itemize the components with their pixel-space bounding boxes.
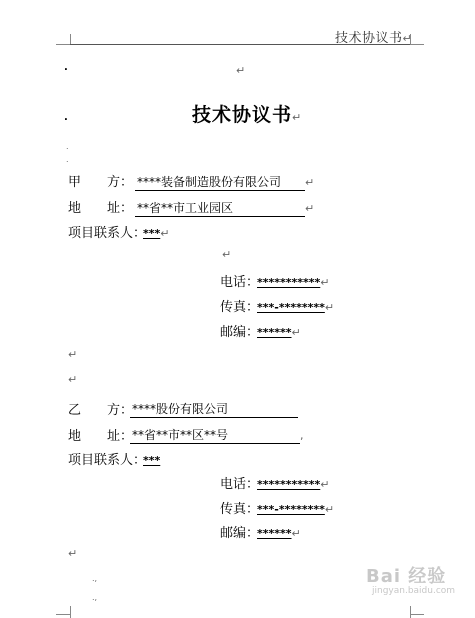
party-b-postcode: ******↵ bbox=[257, 527, 301, 540]
party-a-address-label: 地 址： bbox=[68, 201, 134, 216]
paragraph-mark: ↵ bbox=[222, 248, 232, 261]
party-b-fax: ***-********↵ bbox=[257, 503, 335, 516]
header-text: 技术协议书↵ bbox=[335, 31, 413, 46]
party-a-name: ****装备制造股份有限公司 ↵ bbox=[137, 175, 315, 189]
paragraph-mark: ., bbox=[92, 574, 98, 583]
paragraph-mark: ., bbox=[92, 593, 98, 602]
bullet-mark: . bbox=[64, 112, 68, 123]
party-a-postcode-label: 邮编： bbox=[220, 325, 260, 340]
party-b-phone: ***********↵ bbox=[257, 478, 330, 491]
party-a-contact: ***↵ bbox=[143, 227, 170, 240]
party-b-contact: *** bbox=[143, 454, 161, 467]
crop-mark bbox=[56, 44, 70, 45]
crop-mark bbox=[410, 614, 424, 615]
party-a-fax: ***-********↵ bbox=[257, 301, 335, 314]
bullet-mark: . bbox=[64, 62, 68, 73]
party-a-address: **省**市工业园区 ↵ bbox=[137, 201, 315, 215]
watermark-subtext: jingyan.baidu.com bbox=[372, 586, 456, 596]
party-b-contact-label: 项目联系人： bbox=[68, 453, 147, 468]
paragraph-mark: ↵ bbox=[68, 348, 78, 361]
paragraph-mark: ↵ bbox=[236, 64, 246, 77]
party-a-label: 甲 方： bbox=[68, 175, 134, 190]
paragraph-mark: ↵ bbox=[68, 373, 78, 386]
party-a-postcode: ******↵ bbox=[257, 326, 301, 339]
party-a-phone: ***********↵ bbox=[257, 276, 330, 289]
crop-mark bbox=[56, 614, 70, 615]
paragraph-mark: . bbox=[66, 142, 69, 151]
document-title: 技术协议书↵ bbox=[192, 104, 302, 126]
party-a-phone-label: 电话： bbox=[220, 275, 260, 290]
party-a-fax-label: 传真： bbox=[220, 300, 260, 315]
party-b-label: 乙 方： bbox=[68, 403, 134, 418]
paragraph-mark: ↵ bbox=[68, 547, 78, 560]
party-b-phone-label: 电话： bbox=[220, 477, 260, 492]
party-a-contact-label: 项目联系人： bbox=[68, 226, 147, 241]
party-b-postcode-label: 邮编： bbox=[220, 526, 260, 541]
party-b-address: **省**市**区**号 , bbox=[132, 428, 304, 442]
party-b-address-label: 地 址： bbox=[68, 429, 134, 444]
party-b-name: ****股份有限公司 bbox=[130, 398, 298, 418]
crop-mark bbox=[70, 34, 71, 44]
paragraph-mark: . bbox=[66, 155, 69, 164]
party-b-fax-label: 传真： bbox=[220, 502, 260, 517]
crop-mark bbox=[70, 606, 71, 618]
crop-mark bbox=[410, 606, 411, 618]
baidu-watermark: Bai 经验 bbox=[366, 566, 447, 587]
